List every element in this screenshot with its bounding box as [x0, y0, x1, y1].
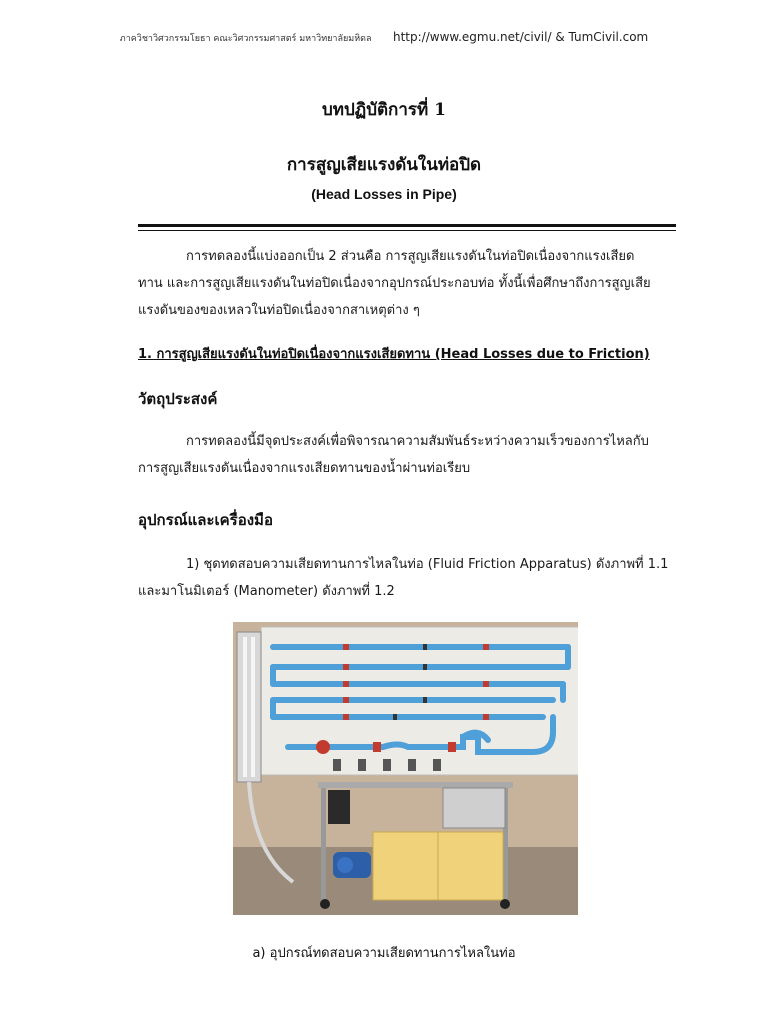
intro-line: แรงดันของของเหลวในท่อปิดเนื่องจากสาเหตุต่าง ๆ: [138, 303, 420, 318]
objective-line: การสูญเสียแรงดันเนื่องจากแรงเสียดทานของน้ำผ่านท่อเรียบ: [138, 461, 471, 476]
equipment-line: และมาโนมิเตอร์ (Manometer) ดังภาพที่ 1.2: [138, 584, 395, 599]
title-divider-thick: [138, 224, 676, 227]
objective-paragraph: [138, 428, 676, 482]
objective-heading: วัตถุประสงค์: [138, 390, 218, 408]
header-url: http://www.egmu.net/civil/ & TumCivil.com: [393, 30, 649, 44]
header-department: ภาควิชาวิศวกรรมโยธา คณะวิศวกรรมศาสตร์ มหาวิทยาลัยมหิดล: [119, 34, 372, 44]
apparatus-illustration: [233, 622, 578, 915]
title-divider-thin: [138, 230, 676, 231]
topic-title: การสูญเสียแรงดันในท่อปิด: [286, 155, 482, 175]
chapter-title: บทปฏิบัติการที่ 1: [322, 100, 446, 120]
objective-line: การทดลองนี้มีจุดประสงค์เพื่อพิจารณาความสัมพันธ์ระหว่างความเร็วของการไหลกับ: [186, 434, 649, 449]
topic-title-english: (Head Losses in Pipe): [311, 186, 457, 202]
equipment-heading: อุปกรณ์และเครื่องมือ: [138, 511, 273, 529]
equipment-paragraph: [138, 551, 676, 605]
intro-line: การทดลองนี้แบ่งออกเป็น 2 ส่วนคือ การสูญเสียแรงดันในท่อปิดเนื่องจากแรงเสียด: [186, 249, 635, 264]
fluid-friction-apparatus-photo: [233, 622, 578, 915]
equipment-line: 1) ชุดทดสอบความเสียดทานการไหลในท่อ (Fluid Friction Apparatus) ดังภาพที่ 1.1: [186, 557, 669, 572]
figure-caption: a) อุปกรณ์ทดสอบความเสียดทานการไหลในท่อ: [252, 946, 516, 961]
intro-paragraph: [138, 243, 676, 324]
intro-line: ทาน และการสูญเสียแรงดันในท่อปิดเนื่องจากอุปกรณ์ประกอบท่อ ทั้งนี้เพื่อศึกษาถึงการสูญเสีย: [138, 276, 651, 291]
page-header: [0, 30, 768, 45]
section-1-title: 1. การสูญเสียแรงดันในท่อปิดเนื่องจากแรงเสียดทาน (Head Losses due to Friction): [138, 347, 650, 362]
